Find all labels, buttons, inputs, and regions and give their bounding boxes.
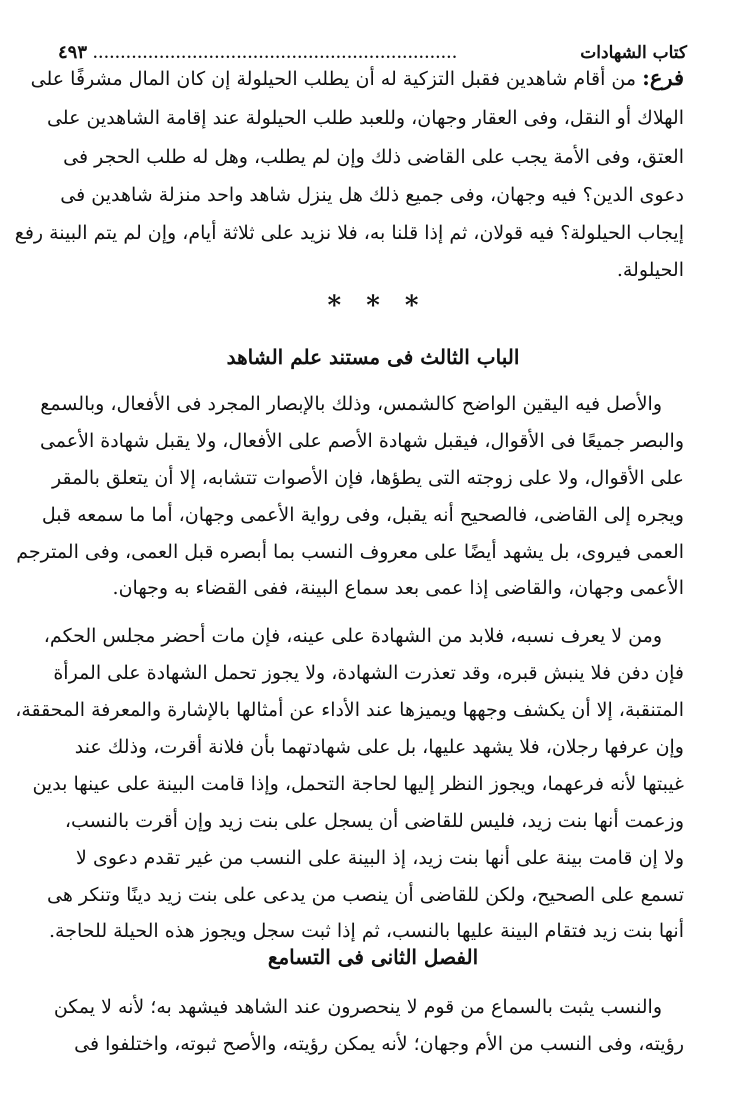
paragraph-2-line-4: ويجره إلى القاضى، فالصحيح أنه يقبل، وفى رواية الأعمى وجهان، أما ما سمعه قبل bbox=[41, 504, 684, 526]
paragraph-3-line-9: أنها بنت زيد فتقام البينة عليها بالنسب، ثم إذا ثبت سجل ويجوز هذه الحيلة للحاجة. bbox=[49, 920, 684, 942]
paragraph-1-line-3: العتق، وفى الأمة يجب على القاضى ذلك وإن لم يطلب، وهل له طلب الحجر فى bbox=[63, 146, 684, 168]
paragraph-3-line-4: وإن عرفها رجلان، فلا يشهد عليها، بل على شهادتهما بأن فلانة أقرت، وذلك عند bbox=[74, 736, 684, 758]
paragraph-2-line-5: العمى فيروى، بل يشهد أيضًا على معروف النسب بما أبصره قبل العمى، وفى المترجم bbox=[16, 541, 684, 563]
paragraph-3-line-1: ومن لا يعرف نسبه، فلابد من الشهادة على عينه، فإن مات أحضر مجلس الحكم، bbox=[43, 625, 662, 647]
branch-label: فرع: bbox=[642, 65, 684, 90]
paragraph-3-line-7: ولا إن قامت بينة على أنها بنت زيد، إذ البينة على النسب من غير تقدم دعوى لا bbox=[76, 847, 684, 869]
paragraph-4-line-2: رؤيته، وفى النسب من الأم وجهان؛ لأنه يمكن رؤيته، والأصح ثبوته، واختلفوا فى bbox=[74, 1033, 684, 1055]
paragraph-2-line-2: والبصر جميعًا فى الأقوال، فيقبل شهادة الأصم على الأفعال، ولا يقبل شهادة الأعمى bbox=[39, 430, 684, 452]
paragraph-1-line-2: الهلاك أو النقل، وفى العقار وجهان، وللعبد طلب الحيلولة عند إقامة الشاهدين على bbox=[46, 107, 684, 129]
paragraph-3-line-8: تسمع على الصحيح، ولكن للقاضى أن ينصب من يدعى على بنت زيد دينًا وتنكر هى bbox=[46, 884, 684, 906]
paragraph-2-line-1: والأصل فيه اليقين الواضح كالشمس، وذلك بالإبصار المجرد فى الأفعال، وبالسمع bbox=[40, 393, 662, 415]
paragraph-1-line-4: دعوى الدين؟ فيه وجهان، وفى جميع ذلك هل ينزل شاهد واحد منزلة شاهدين فى bbox=[60, 184, 684, 206]
paragraph-2-line-6: الأعمى وجهان، والقاضى إذا عمى بعد سماع البينة، ففى القضاء به وجهان. bbox=[112, 577, 684, 599]
paragraph-2-line-3: على الأقوال، ولا على زوجته التى يطؤها، فإن الأصوات تتشابه، إلا أن يتعلق بالمقر bbox=[51, 467, 684, 489]
paragraph-3-line-2: فإن دفن فلا ينبش قبره، وقد تعذرت الشهادة، ولا يجوز تحمل الشهادة على المرأة bbox=[53, 662, 684, 684]
leader-dots: .................................................................. bbox=[93, 47, 458, 62]
chapter-heading: الباب الثالث فى مستند علم الشاهد bbox=[226, 345, 520, 369]
paragraph-3-line-5: غيبتها لأنه فرعهما، ويجوز النظر إليها لحاجة التحمل، وإذا قامت البينة على عينها بدين bbox=[32, 773, 684, 795]
page-number: ٤٩٣ bbox=[58, 42, 88, 63]
section-heading: الفصل الثانى فى التسامع bbox=[267, 945, 479, 969]
paragraph-3-line-3: المتنقبة، إلا أن يكشف وجهها ويميزها عند الأداء عن أمثالها بالإشارة والمعرفة المحققة، bbox=[15, 699, 684, 721]
line-text: من أقام شاهدين فقبل التزكية له أن يطلب الحيلولة إن كان المال مشرفًا على bbox=[30, 68, 643, 90]
paragraph-4-line-1: والنسب يثبت بالسماع من قوم لا ينحصرون عند الشاهد فيشهد به؛ لأنه لا يمكن bbox=[53, 996, 662, 1018]
paragraph-1-line-6: الحيلولة. bbox=[616, 259, 684, 281]
paragraph-1-line-1 bbox=[30, 60, 684, 96]
paragraph-1-line-5: إيجاب الحيلولة؟ فيه قولان، ثم إذا قلنا به، فلا نزيد على ثلاثة أيام، وإن لم يتم البينة رفع bbox=[14, 222, 684, 244]
book-title: كتاب الشهادات bbox=[580, 43, 687, 63]
paragraph-3-line-6: وزعمت أنها بنت زيد، فليس للقاضى أن يسجل على بنت زيد وإن أقرت بالنسب، bbox=[64, 810, 684, 832]
section-separator: * * * bbox=[327, 291, 419, 321]
